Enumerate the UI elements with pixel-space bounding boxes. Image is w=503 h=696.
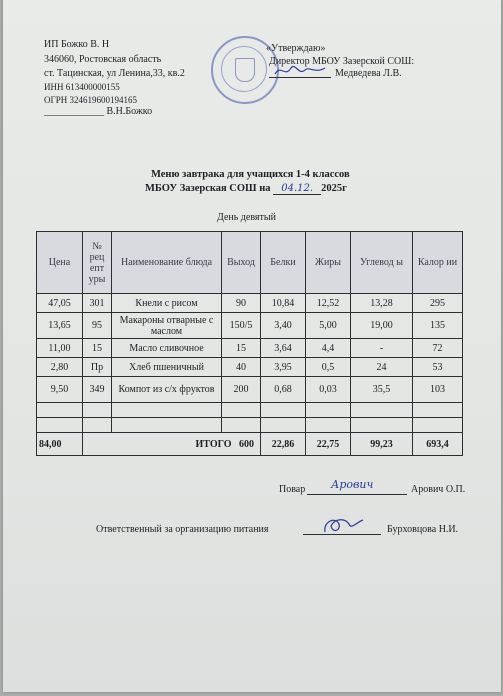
empty-cell (112, 403, 222, 418)
table-total-row (37, 433, 463, 456)
column-header: Жиры (306, 232, 351, 294)
org-ogrn: ОГРН 324619600194165 (44, 95, 137, 105)
price-cell: 47,05 (37, 294, 83, 313)
fat-cell: 4,4 (306, 339, 351, 358)
menu-table (36, 231, 463, 456)
empty-cell (222, 418, 261, 433)
table-row (37, 339, 463, 358)
empty-cell (306, 418, 351, 433)
total-label: ИТОГО (195, 438, 232, 450)
recipe-cell: 301 (83, 294, 112, 313)
empty-cell (351, 403, 413, 418)
carbs-cell: 13,28 (351, 294, 413, 313)
empty-cell (413, 403, 463, 418)
menu-title: Меню завтрака для учащихся 1-4 классов (151, 169, 350, 180)
empty-cell (351, 418, 413, 433)
director-position: Директор МБОУ Зазерской СОШ: (269, 56, 415, 67)
fat-cell: 12,52 (306, 294, 351, 313)
menu-date: 04.12. (273, 183, 321, 195)
cook-label: Повар (279, 484, 306, 495)
column-header: Углевод ы (351, 232, 413, 294)
responsible-name: Бурховцова Н.И. (387, 524, 459, 535)
protein-cell: 10,84 (261, 294, 306, 313)
recipe-cell: Пр (83, 358, 112, 377)
document-sheet (3, 0, 501, 692)
carbs-cell: 19,00 (351, 313, 413, 339)
fat-cell: 5,00 (306, 313, 351, 339)
responsible-signature-icon (321, 514, 365, 538)
empty-cell (261, 418, 306, 433)
dish-cell: Компот из с/х фруктов (112, 377, 222, 403)
cook-sign-line (307, 494, 407, 495)
total-fat-cell: 22,75 (306, 433, 351, 456)
yield-cell: 40 (222, 358, 261, 377)
dish-cell: Масло сливочное (112, 339, 222, 358)
column-header: Наименование блюда (112, 232, 222, 294)
carbs-cell: 35,5 (351, 377, 413, 403)
recipe-cell: 15 (83, 339, 112, 358)
total-carbs-cell: 99,23 (351, 433, 413, 456)
menu-subtitle-prefix: МБОУ Зазерская СОШ на (145, 183, 274, 194)
responsible-label: Ответственный за организацию питания (96, 524, 269, 535)
recipe-cell: 95 (83, 313, 112, 339)
carbs-cell: 24 (351, 358, 413, 377)
table-row-empty (37, 418, 463, 433)
org-inn: ИНН 613400000155 (44, 82, 120, 92)
empty-cell (306, 403, 351, 418)
protein-cell: 3,64 (261, 339, 306, 358)
org-signature-line: ____________ В.Н.Божко (44, 106, 153, 117)
column-header: Калор ии (413, 232, 463, 294)
menu-day: День девятый (217, 212, 276, 223)
recipe-cell: 349 (83, 377, 112, 403)
fat-cell: 0,03 (306, 377, 351, 403)
org-name: ИП Божко В. Н (44, 39, 110, 50)
column-header: Выход (222, 232, 261, 294)
calories-cell: 53 (413, 358, 463, 377)
carbs-cell: - (351, 339, 413, 358)
empty-cell (83, 403, 112, 418)
protein-cell: 3,40 (261, 313, 306, 339)
column-header: Цена (37, 232, 83, 294)
price-cell: 13,65 (37, 313, 83, 339)
empty-cell (261, 403, 306, 418)
calories-cell: 135 (413, 313, 463, 339)
total-price-cell: 84,00 (37, 433, 83, 456)
total-protein-cell: 22,86 (261, 433, 306, 456)
director-name: Медведева Л.В. (335, 68, 402, 79)
fat-cell: 0,5 (306, 358, 351, 377)
menu-subtitle-suffix: 2025г (321, 183, 347, 194)
seal-emblem-icon (235, 58, 255, 82)
cook-name: Арович О.П. (411, 484, 466, 495)
empty-cell (37, 403, 83, 418)
approve-label: «Утверждаю» (266, 43, 326, 54)
org-address-2: ст. Тацинская, ул Ленина,33, кв.2 (44, 68, 185, 79)
calories-cell: 103 (413, 377, 463, 403)
empty-cell (83, 418, 112, 433)
total-yield: 600 (239, 438, 254, 450)
table-row (37, 294, 463, 313)
empty-cell (37, 418, 83, 433)
empty-cell (222, 403, 261, 418)
price-cell: 9,50 (37, 377, 83, 403)
calories-cell: 72 (413, 339, 463, 358)
protein-cell: 0,68 (261, 377, 306, 403)
dish-cell: Макароны отварные с маслом (112, 313, 222, 339)
protein-cell: 3,95 (261, 358, 306, 377)
menu-subtitle (145, 183, 347, 195)
yield-cell: 150/5 (222, 313, 261, 339)
table-row-empty (37, 403, 463, 418)
column-header: № рец епт уры (83, 232, 112, 294)
director-signature-icon (273, 62, 329, 80)
total-label-cell (83, 433, 261, 456)
empty-cell (413, 418, 463, 433)
cook-signature: Арович (331, 478, 374, 491)
yield-cell: 90 (222, 294, 261, 313)
dish-cell: Хлеб пшеничный (112, 358, 222, 377)
yield-cell: 15 (222, 339, 261, 358)
calories-cell: 295 (413, 294, 463, 313)
column-header: Белки (261, 232, 306, 294)
table-row (37, 358, 463, 377)
table-header-row (37, 232, 463, 294)
yield-cell: 200 (222, 377, 261, 403)
price-cell: 11,00 (37, 339, 83, 358)
empty-cell (112, 418, 222, 433)
table-row (37, 313, 463, 339)
table-row (37, 377, 463, 403)
org-address-1: 346060, Ростовская область (44, 54, 162, 65)
dish-cell: Кнели с рисом (112, 294, 222, 313)
total-calories-cell: 693,4 (413, 433, 463, 456)
price-cell: 2,80 (37, 358, 83, 377)
